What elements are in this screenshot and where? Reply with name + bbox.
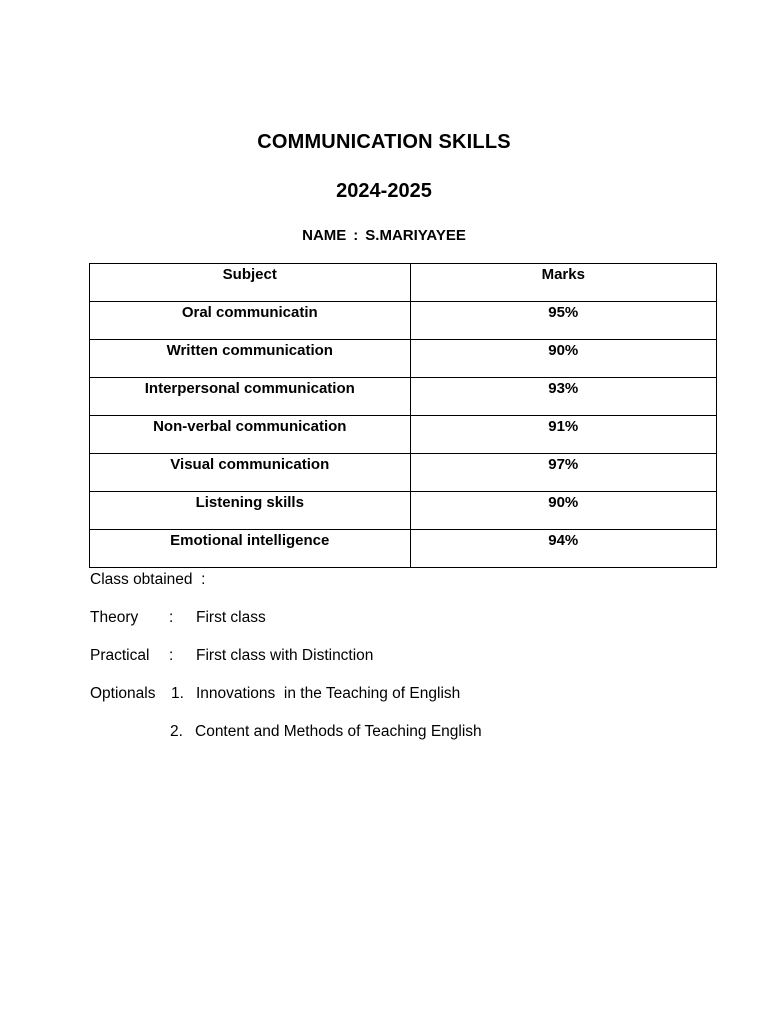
marks-cell: 93% [410,378,716,416]
optional-number: 1. [171,685,184,702]
marks-cell: 90% [410,492,716,530]
optional-number: 2. [170,723,183,740]
table-header-row [90,264,717,302]
practical-colon: : [169,647,174,664]
document-year: 2024-2025 [336,180,432,202]
optional-line-2 [170,722,482,742]
subject-cell: Visual communication [90,454,411,492]
subject-cell: Written communication [90,340,411,378]
optional-text: Content and Methods of Teaching English [195,723,482,740]
document-title: COMMUNICATION SKILLS [257,131,511,153]
table-row [90,378,717,416]
header-marks: Marks [410,264,716,302]
optionals-line [90,684,460,704]
table-row [90,454,717,492]
table-row [90,302,717,340]
subject-cell: Listening skills [90,492,411,530]
table-row [90,530,717,568]
practical-label: Practical [90,647,150,664]
marks-cell: 97% [410,454,716,492]
theory-colon: : [169,609,174,626]
student-name-line [0,226,768,246]
table-row [90,492,717,530]
table-row [90,416,717,454]
theory-value: First class [196,609,266,626]
subject-cell: Oral communicatin [90,302,411,340]
class-obtained-label: Class obtained : [90,571,206,588]
table-row [90,340,717,378]
optional-text: Innovations in the Teaching of English [196,685,461,702]
marks-cell: 90% [410,340,716,378]
subject-cell: Interpersonal communication [90,378,411,416]
theory-line [90,608,266,628]
name-value: S.MARIYAYEE [365,227,466,244]
marks-cell: 95% [410,302,716,340]
marks-cell: 94% [410,530,716,568]
optionals-label: Optionals [90,685,156,702]
marks-cell: 91% [410,416,716,454]
practical-line [90,646,373,666]
marks-table [89,263,717,568]
name-separator: : [353,227,359,244]
theory-label: Theory [90,609,139,626]
subject-cell: Non-verbal communication [90,416,411,454]
name-label: NAME [302,227,347,244]
subject-cell: Emotional intelligence [90,530,411,568]
header-subject: Subject [90,264,411,302]
practical-value: First class with Distinction [196,647,374,664]
